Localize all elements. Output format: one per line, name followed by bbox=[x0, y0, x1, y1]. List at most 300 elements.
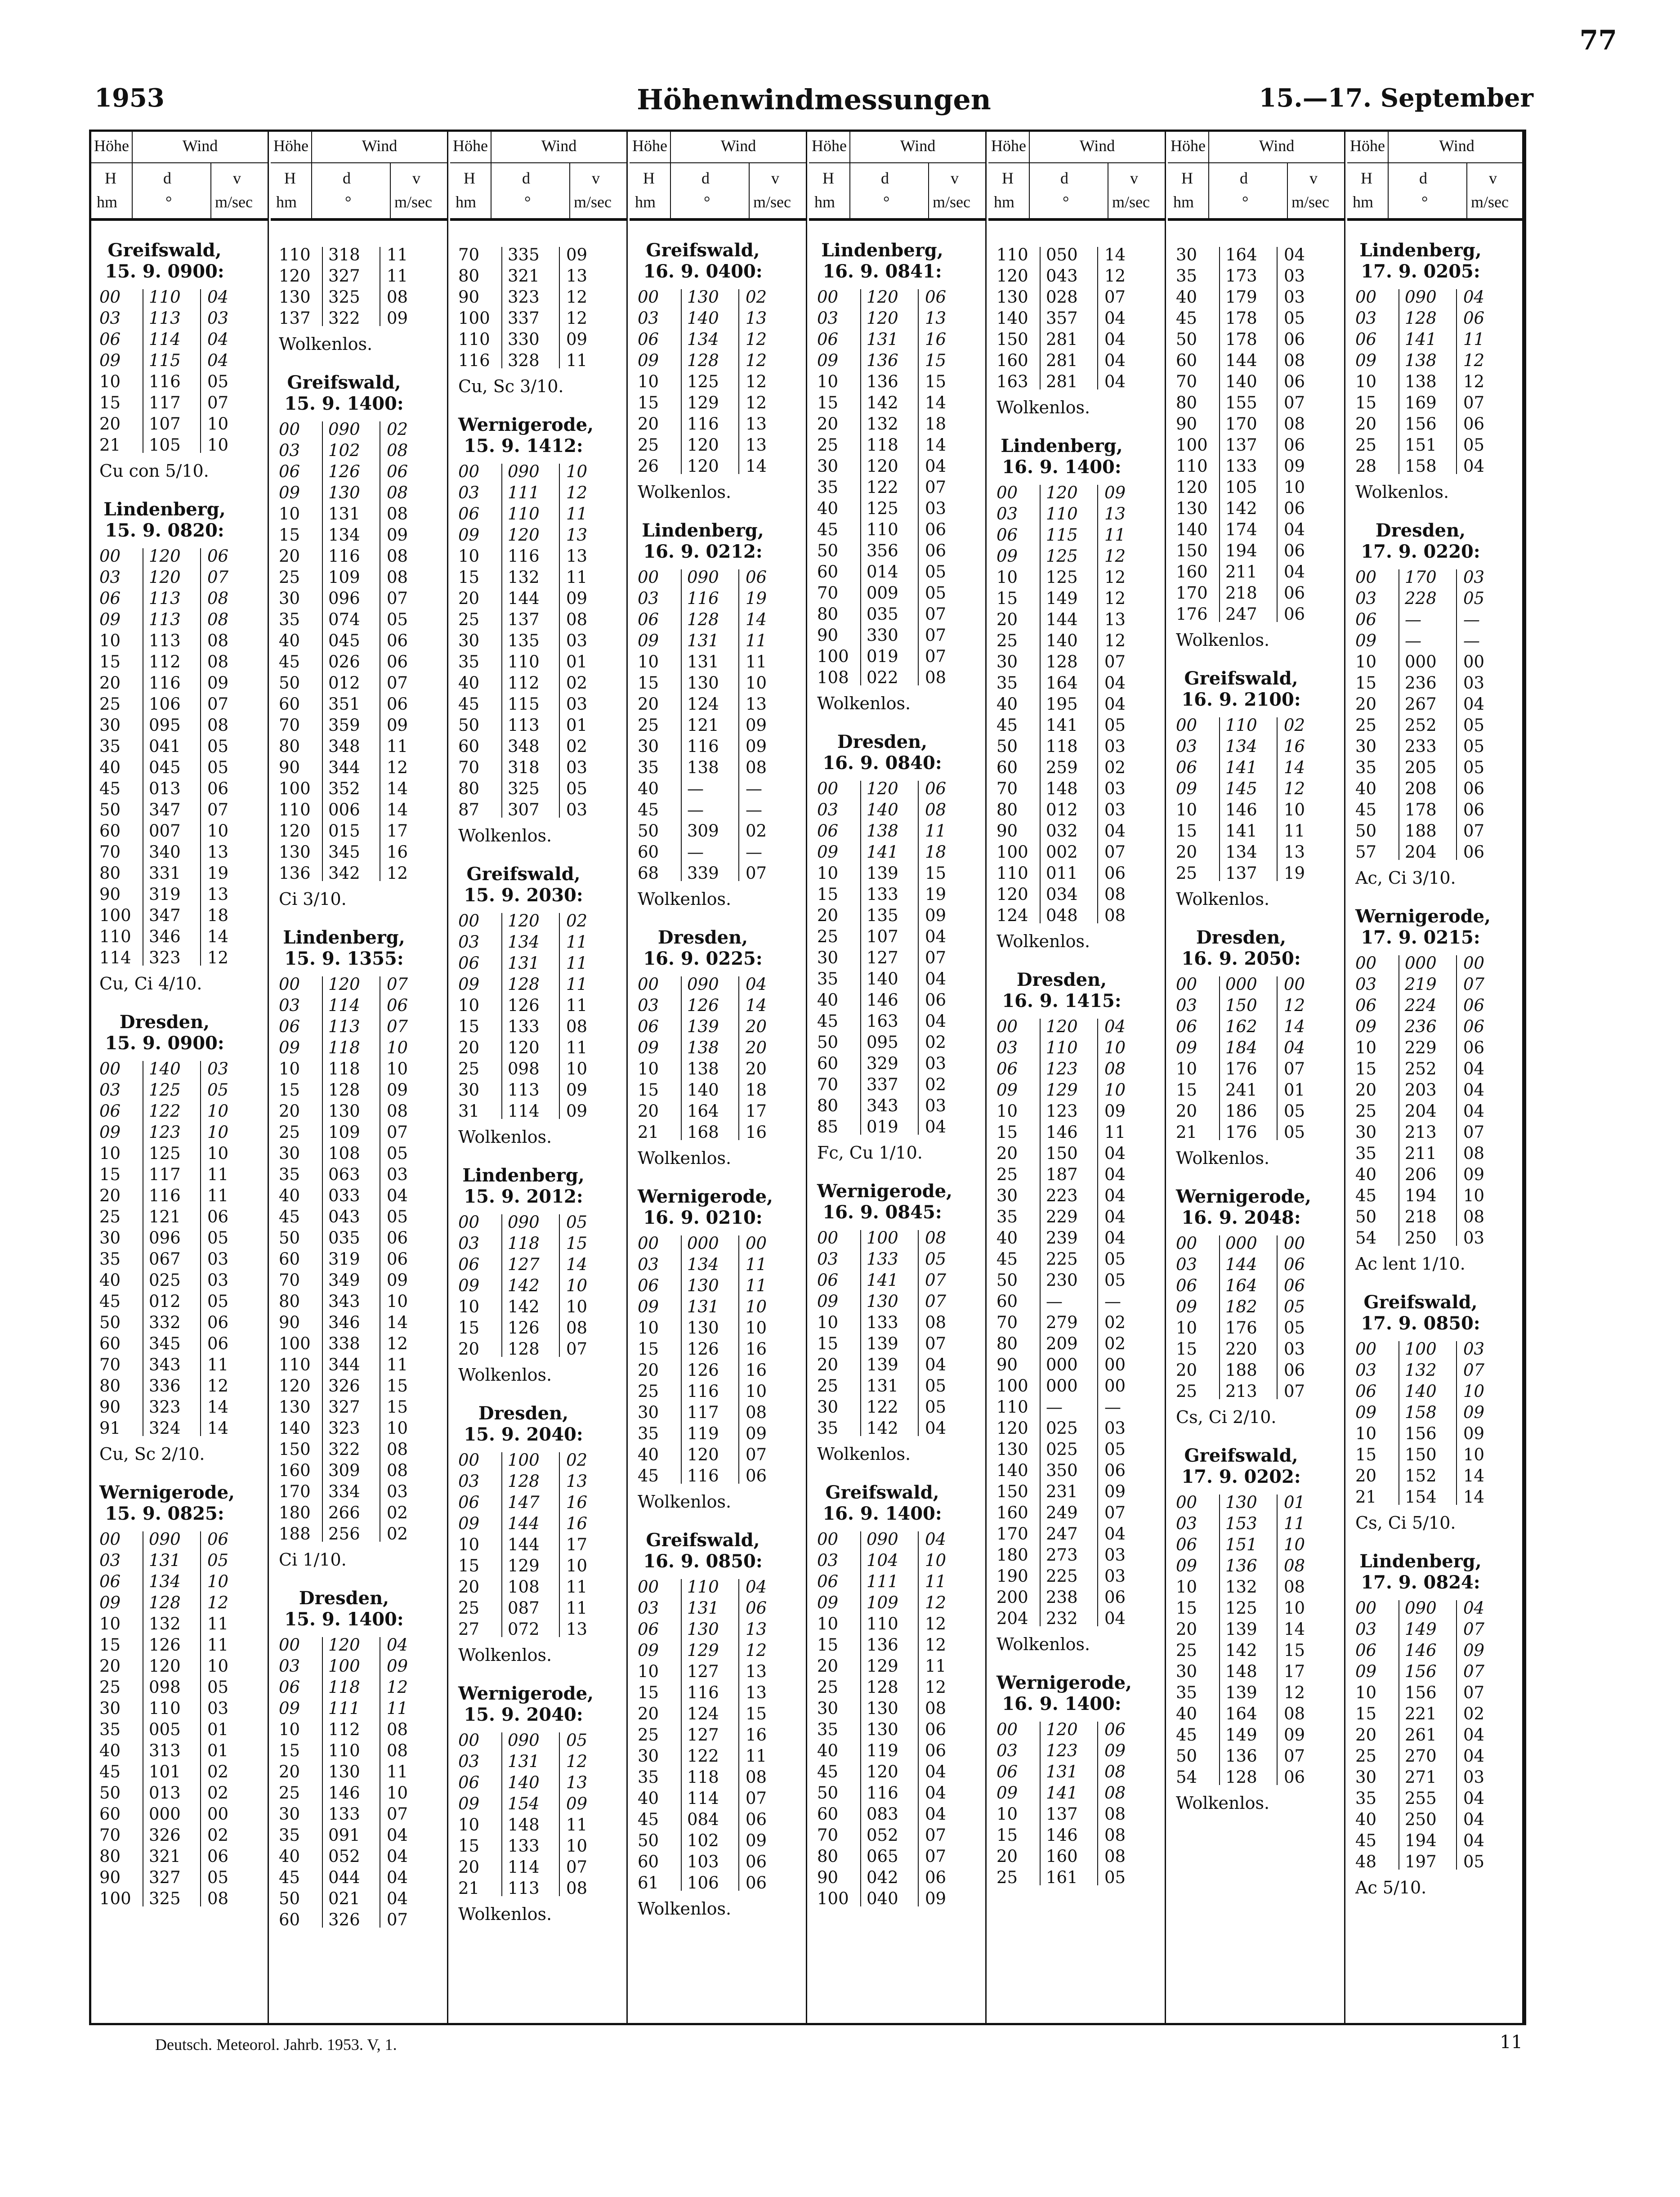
measurement-row bbox=[996, 1206, 1165, 1227]
speed-value: 11 bbox=[746, 1276, 767, 1295]
height-value: 20 bbox=[99, 1656, 121, 1676]
direction-value: — bbox=[1046, 1292, 1063, 1311]
height-value: 10 bbox=[1176, 1059, 1197, 1078]
measurement-row bbox=[817, 371, 985, 392]
speed-value: 10 bbox=[387, 1038, 408, 1057]
measurement-row bbox=[817, 477, 985, 498]
direction-value: 009 bbox=[867, 583, 898, 603]
header-hm: hm bbox=[994, 193, 1015, 211]
measurement-row bbox=[1355, 1597, 1525, 1619]
speed-value: 07 bbox=[746, 864, 767, 883]
direction-value: 164 bbox=[687, 1101, 719, 1121]
speed-value: 16 bbox=[1284, 737, 1305, 756]
speed-value: 01 bbox=[566, 716, 588, 735]
header-m-sec: m/sec bbox=[1471, 193, 1509, 211]
direction-value: 318 bbox=[508, 758, 540, 777]
measurement-row bbox=[638, 1597, 806, 1619]
station-datetime: 15. 9. 1355: bbox=[284, 948, 404, 969]
height-value: 30 bbox=[279, 1804, 300, 1824]
measurement-row bbox=[99, 1803, 268, 1825]
speed-value: 14 bbox=[387, 779, 408, 798]
height-value: 25 bbox=[1176, 1641, 1197, 1660]
measurement-row bbox=[99, 1698, 268, 1719]
station-datetime: 17. 9. 0202: bbox=[1181, 1466, 1301, 1487]
header-title: Höhenwindmessungen bbox=[637, 83, 991, 116]
measurement-row bbox=[1176, 1275, 1344, 1296]
measurement-row bbox=[279, 1803, 447, 1825]
speed-value: 06 bbox=[1284, 1255, 1305, 1274]
speed-value: 06 bbox=[1284, 372, 1305, 391]
speed-value: 11 bbox=[566, 351, 588, 370]
direction-value: 120 bbox=[508, 911, 540, 931]
speed-value: 04 bbox=[1463, 1101, 1485, 1121]
height-value: 160 bbox=[1176, 562, 1208, 582]
measurement-row bbox=[99, 1396, 268, 1418]
height-value: 30 bbox=[996, 1186, 1018, 1205]
speed-value: 09 bbox=[1104, 1741, 1126, 1760]
height-value: 10 bbox=[1355, 1038, 1377, 1057]
height-value: 25 bbox=[279, 568, 300, 587]
measurement-row bbox=[817, 1867, 985, 1888]
header-v: v bbox=[412, 169, 420, 187]
measurement-rows bbox=[1355, 567, 1525, 863]
height-value: 50 bbox=[99, 1783, 121, 1803]
speed-value: 04 bbox=[1104, 1609, 1126, 1628]
direction-value: 231 bbox=[1046, 1482, 1078, 1501]
measurement-row bbox=[1355, 1360, 1525, 1381]
direction-value: 090 bbox=[1405, 287, 1437, 307]
height-value: 70 bbox=[99, 1355, 121, 1374]
speed-value: 08 bbox=[387, 1440, 408, 1459]
measurement-row bbox=[996, 841, 1165, 863]
height-value: 09 bbox=[99, 1593, 121, 1612]
direction-value: 120 bbox=[1046, 1017, 1078, 1036]
measurement-row bbox=[817, 646, 985, 667]
direction-value: 131 bbox=[1046, 1762, 1078, 1781]
height-value: 09 bbox=[458, 1794, 480, 1813]
direction-value: 146 bbox=[1046, 1123, 1078, 1142]
speed-value: 09 bbox=[387, 309, 408, 328]
direction-value: 122 bbox=[149, 1101, 181, 1121]
height-value: 20 bbox=[1176, 842, 1197, 862]
measurement-row bbox=[638, 1703, 806, 1724]
cloud-note: Wolkenlos. bbox=[638, 482, 732, 502]
direction-value: 331 bbox=[149, 864, 181, 883]
direction-value: 322 bbox=[328, 309, 360, 328]
measurement-row bbox=[996, 651, 1165, 672]
speed-value: 10 bbox=[925, 1551, 947, 1570]
direction-value: 139 bbox=[1225, 1620, 1257, 1639]
height-value: 176 bbox=[1176, 604, 1208, 624]
height-value: 80 bbox=[996, 1334, 1018, 1353]
station-datetime: 17. 9. 0850: bbox=[1361, 1313, 1480, 1334]
measurement-row bbox=[996, 1782, 1165, 1803]
height-value: 40 bbox=[1176, 287, 1197, 307]
measurement-row bbox=[1355, 1788, 1525, 1809]
speed-value: 11 bbox=[387, 1355, 408, 1374]
measurement-row bbox=[99, 609, 268, 630]
measurement-rows bbox=[279, 974, 447, 1544]
speed-value: 04 bbox=[1104, 1524, 1126, 1544]
measurement-row bbox=[1176, 371, 1344, 392]
measurement-row bbox=[99, 1354, 268, 1375]
cloud-note: Cu, Sc 2/10. bbox=[99, 1444, 205, 1464]
speed-value: 12 bbox=[566, 309, 588, 328]
station-datetime: 15. 9. 0825: bbox=[105, 1503, 224, 1524]
direction-value: 007 bbox=[149, 821, 181, 841]
header-d: d bbox=[522, 169, 530, 187]
measurement-row bbox=[279, 1656, 447, 1677]
measurement-row bbox=[1176, 582, 1344, 604]
measurement-row bbox=[1176, 244, 1344, 265]
height-value: 45 bbox=[458, 694, 480, 714]
measurement-row bbox=[458, 1835, 626, 1857]
height-value: 25 bbox=[1355, 435, 1377, 455]
header-rule bbox=[390, 162, 391, 221]
direction-value: 164 bbox=[1225, 245, 1257, 264]
cloud-note: Ci 1/10. bbox=[279, 1550, 347, 1570]
speed-value: 08 bbox=[387, 1101, 408, 1121]
header-wind: Wind bbox=[362, 137, 398, 155]
speed-value: 11 bbox=[566, 953, 588, 973]
height-value: 20 bbox=[1355, 414, 1377, 434]
header-v: v bbox=[1489, 169, 1497, 187]
direction-value: 139 bbox=[867, 864, 898, 883]
measurement-row bbox=[996, 1587, 1165, 1608]
measurement-row bbox=[1355, 1058, 1525, 1079]
height-value: 45 bbox=[99, 1762, 121, 1781]
height-value: 09 bbox=[638, 1297, 659, 1316]
direction-value: 110 bbox=[687, 1577, 719, 1597]
measurement-row bbox=[996, 1354, 1165, 1375]
direction-value: 134 bbox=[508, 932, 540, 952]
measurement-row bbox=[99, 884, 268, 905]
height-value: 00 bbox=[458, 462, 480, 481]
header-rule bbox=[630, 162, 806, 163]
height-value: 35 bbox=[638, 758, 659, 777]
speed-value: 07 bbox=[925, 1847, 947, 1866]
direction-value: 273 bbox=[1046, 1545, 1078, 1565]
height-value: 110 bbox=[279, 1355, 311, 1374]
height-value: 06 bbox=[1176, 1017, 1197, 1036]
measurement-row bbox=[817, 1740, 985, 1761]
speed-value: 04 bbox=[1104, 821, 1126, 841]
direction-value: 127 bbox=[687, 1662, 719, 1681]
direction-value: 149 bbox=[1225, 1725, 1257, 1745]
direction-value: 346 bbox=[328, 1313, 360, 1332]
direction-value: 065 bbox=[867, 1847, 898, 1866]
height-value: 140 bbox=[996, 309, 1028, 328]
height-value: 20 bbox=[1355, 694, 1377, 714]
height-value: 15 bbox=[458, 568, 480, 587]
station-datetime: 17. 9. 0205: bbox=[1361, 261, 1480, 282]
station-block bbox=[988, 244, 1165, 417]
height-value: 15 bbox=[99, 1165, 121, 1184]
direction-value: 113 bbox=[149, 589, 181, 608]
speed-value: 08 bbox=[387, 1720, 408, 1739]
height-value: 45 bbox=[1176, 309, 1197, 328]
measurement-row bbox=[99, 1227, 268, 1248]
direction-value: 120 bbox=[508, 1038, 540, 1057]
measurement-rows bbox=[458, 1450, 626, 1640]
height-value: 00 bbox=[458, 1450, 480, 1470]
height-value: 00 bbox=[638, 975, 659, 994]
height-value: 03 bbox=[279, 441, 300, 460]
height-value: 80 bbox=[817, 604, 839, 624]
station-name: Dresden, bbox=[478, 1403, 569, 1424]
height-value: 35 bbox=[817, 1720, 839, 1739]
station-block bbox=[450, 1403, 626, 1665]
height-value: 03 bbox=[1355, 589, 1377, 608]
speed-value: 07 bbox=[925, 604, 947, 624]
height-value: 136 bbox=[279, 864, 311, 883]
speed-value: 04 bbox=[925, 1355, 947, 1374]
direction-value: 090 bbox=[508, 1213, 540, 1232]
height-value: 15 bbox=[279, 1741, 300, 1760]
speed-value: 09 bbox=[1104, 1482, 1126, 1501]
speed-value: 09 bbox=[566, 330, 588, 349]
speed-value: 08 bbox=[1463, 1207, 1485, 1226]
direction-value: 141 bbox=[1046, 1783, 1078, 1803]
station-block bbox=[630, 1530, 806, 1919]
speed-value: 05 bbox=[387, 1144, 408, 1163]
table-column bbox=[450, 132, 628, 2023]
direction-value: 319 bbox=[149, 885, 181, 904]
height-value: 61 bbox=[638, 1873, 659, 1893]
direction-value: 164 bbox=[1225, 1704, 1257, 1723]
speed-value: 04 bbox=[1284, 1038, 1305, 1057]
height-value: 00 bbox=[1176, 975, 1197, 994]
height-value: 170 bbox=[1176, 583, 1208, 603]
speed-value: 05 bbox=[566, 1213, 588, 1232]
height-value: 00 bbox=[638, 287, 659, 307]
speed-value: 10 bbox=[566, 1276, 588, 1295]
measurement-row bbox=[99, 1613, 268, 1634]
measurement-row bbox=[1355, 1640, 1525, 1661]
direction-value: 129 bbox=[1046, 1080, 1078, 1100]
cloud-note: Wolkenlos. bbox=[458, 1904, 552, 1924]
height-value: 45 bbox=[279, 1207, 300, 1226]
measurement-row bbox=[99, 905, 268, 926]
height-value: 03 bbox=[458, 483, 480, 502]
measurement-row bbox=[458, 1555, 626, 1576]
direction-value: 110 bbox=[508, 652, 540, 671]
measurement-row bbox=[458, 1101, 626, 1122]
measurement-row bbox=[99, 286, 268, 308]
direction-value: 211 bbox=[1405, 1144, 1437, 1163]
height-value: 25 bbox=[1176, 864, 1197, 883]
height-value: 10 bbox=[279, 504, 300, 524]
measurement-row bbox=[1355, 1661, 1525, 1682]
height-value: 03 bbox=[279, 996, 300, 1015]
measurement-row bbox=[279, 1523, 447, 1544]
direction-value: 100 bbox=[508, 1450, 540, 1470]
header-hoehe: Höhe bbox=[991, 137, 1026, 155]
cloud-note: Wolkenlos. bbox=[638, 1148, 732, 1168]
speed-value: 08 bbox=[1104, 1847, 1126, 1866]
height-value: 15 bbox=[638, 673, 659, 693]
measurement-row bbox=[1176, 1381, 1344, 1402]
speed-value: 12 bbox=[566, 287, 588, 307]
measurement-row bbox=[279, 1312, 447, 1333]
direction-value: 111 bbox=[508, 483, 540, 502]
height-value: 09 bbox=[1355, 1017, 1377, 1036]
speed-value: 12 bbox=[925, 1593, 947, 1612]
speed-value: 07 bbox=[207, 800, 229, 819]
measurement-row bbox=[817, 1291, 985, 1312]
direction-value: 120 bbox=[867, 779, 898, 798]
measurement-row bbox=[817, 1529, 985, 1550]
height-value: 91 bbox=[99, 1418, 121, 1438]
height-value: 03 bbox=[638, 1255, 659, 1274]
measurement-row bbox=[458, 1772, 626, 1793]
speed-value: 20 bbox=[746, 1038, 767, 1057]
speed-value: 11 bbox=[566, 996, 588, 1015]
direction-value: 186 bbox=[1225, 1101, 1257, 1121]
direction-value: 324 bbox=[149, 1418, 181, 1438]
direction-value: 131 bbox=[867, 1376, 898, 1396]
direction-value: 327 bbox=[328, 1397, 360, 1417]
cloud-note: Ac 5/10. bbox=[1355, 1878, 1427, 1897]
speed-value: 05 bbox=[925, 1376, 947, 1396]
height-value: 25 bbox=[638, 1725, 659, 1745]
direction-value: 120 bbox=[867, 287, 898, 307]
direction-value: 126 bbox=[508, 996, 540, 1015]
measurement-row bbox=[817, 1227, 985, 1248]
speed-value: 08 bbox=[1284, 351, 1305, 370]
measurement-row bbox=[1355, 630, 1525, 651]
height-value: 09 bbox=[458, 525, 480, 545]
speed-value: 04 bbox=[925, 969, 947, 989]
height-value: 50 bbox=[1176, 1746, 1197, 1766]
measurement-row bbox=[638, 1338, 806, 1360]
height-value: 50 bbox=[1355, 1207, 1377, 1226]
measurement-row bbox=[1355, 1767, 1525, 1788]
height-value: 09 bbox=[817, 1593, 839, 1612]
station-name: Dresden, bbox=[1196, 927, 1287, 948]
speed-value: 11 bbox=[566, 975, 588, 994]
height-value: 31 bbox=[458, 1101, 480, 1121]
measurement-row bbox=[638, 1682, 806, 1703]
speed-value: 08 bbox=[387, 546, 408, 566]
speed-value: 10 bbox=[746, 1382, 767, 1401]
height-value: 50 bbox=[1176, 330, 1197, 349]
height-value: 70 bbox=[279, 1271, 300, 1290]
table-column bbox=[91, 132, 269, 2023]
height-value: 06 bbox=[817, 1271, 839, 1290]
direction-value: 146 bbox=[1225, 800, 1257, 819]
speed-value: 12 bbox=[387, 1678, 408, 1697]
measurement-row bbox=[996, 1101, 1165, 1122]
direction-value: 155 bbox=[1225, 393, 1257, 412]
header-hm: hm bbox=[814, 193, 836, 211]
height-value: 06 bbox=[279, 1017, 300, 1036]
direction-value: 252 bbox=[1405, 1059, 1437, 1078]
speed-value: 15 bbox=[1284, 1641, 1305, 1660]
speed-value: 12 bbox=[925, 1614, 947, 1633]
measurement-row bbox=[817, 1248, 985, 1270]
direction-value: 229 bbox=[1046, 1207, 1078, 1226]
measurement-row bbox=[817, 841, 985, 863]
measurement-row bbox=[1176, 1122, 1344, 1143]
speed-value: 05 bbox=[1104, 716, 1126, 735]
measurement-row bbox=[458, 1212, 626, 1233]
measurement-row bbox=[1355, 1206, 1525, 1227]
height-value: 15 bbox=[817, 1334, 839, 1353]
station-datetime: 15. 9. 2012: bbox=[464, 1186, 583, 1207]
direction-value: 112 bbox=[149, 652, 181, 671]
direction-value: 271 bbox=[1405, 1767, 1437, 1787]
height-value: 10 bbox=[1176, 1318, 1197, 1338]
measurement-row bbox=[996, 715, 1165, 736]
measurement-rows bbox=[996, 482, 1165, 926]
measurement-row bbox=[817, 1333, 985, 1354]
height-value: 40 bbox=[1355, 1165, 1377, 1184]
direction-value: 223 bbox=[1046, 1186, 1078, 1205]
direction-value: 343 bbox=[867, 1096, 898, 1115]
measurement-row bbox=[279, 974, 447, 995]
measurement-row bbox=[638, 1423, 806, 1444]
station-name: Greifswald, bbox=[1184, 1445, 1298, 1466]
measurement-row bbox=[1176, 1534, 1344, 1555]
direction-value: 325 bbox=[328, 287, 360, 307]
height-value: 35 bbox=[279, 610, 300, 629]
measurement-rows bbox=[99, 1529, 268, 1909]
direction-value: 000 bbox=[687, 1234, 719, 1253]
speed-value: 07 bbox=[387, 1804, 408, 1824]
direction-value: 154 bbox=[1405, 1487, 1437, 1507]
speed-value: 08 bbox=[207, 589, 229, 608]
height-value: 40 bbox=[638, 1445, 659, 1464]
station-datetime: 16. 9. 0840: bbox=[822, 752, 942, 774]
height-value: 45 bbox=[279, 1868, 300, 1887]
direction-value: 000 bbox=[1405, 953, 1437, 973]
speed-value: 04 bbox=[1104, 1207, 1126, 1226]
height-value: 50 bbox=[996, 737, 1018, 756]
measurement-row bbox=[458, 1254, 626, 1275]
header-degree: ° bbox=[165, 193, 172, 211]
measurement-row bbox=[99, 1888, 268, 1909]
speed-value: 06 bbox=[746, 1466, 767, 1486]
direction-value: 188 bbox=[1225, 1360, 1257, 1380]
speed-value: 12 bbox=[1463, 372, 1485, 391]
height-value: 100 bbox=[996, 842, 1028, 862]
speed-value: 16 bbox=[925, 330, 947, 349]
cloud-note: Wolkenlos. bbox=[1176, 630, 1270, 650]
height-value: 00 bbox=[817, 1530, 839, 1549]
cloud-note: Wolkenlos. bbox=[817, 1444, 911, 1464]
height-value: 00 bbox=[1355, 1339, 1377, 1359]
measurement-row bbox=[996, 736, 1165, 757]
speed-value: 06 bbox=[925, 1720, 947, 1739]
measurement-row bbox=[1355, 456, 1525, 477]
measurement-row bbox=[996, 1566, 1165, 1587]
measurement-row bbox=[996, 863, 1165, 884]
speed-value: 05 bbox=[1463, 435, 1485, 455]
direction-value: 130 bbox=[687, 287, 719, 307]
measurement-row bbox=[1355, 1185, 1525, 1206]
speed-value: 04 bbox=[1104, 309, 1126, 328]
direction-value: 134 bbox=[1225, 842, 1257, 862]
height-value: 21 bbox=[1176, 1123, 1197, 1142]
direction-value: 110 bbox=[508, 504, 540, 524]
speed-value: 10 bbox=[387, 1292, 408, 1311]
station-name: Wernigerode, bbox=[458, 414, 594, 435]
measurement-row bbox=[1355, 286, 1525, 308]
height-value: 10 bbox=[638, 1318, 659, 1338]
height-value: 20 bbox=[817, 1355, 839, 1374]
speed-value: 11 bbox=[1284, 821, 1305, 841]
